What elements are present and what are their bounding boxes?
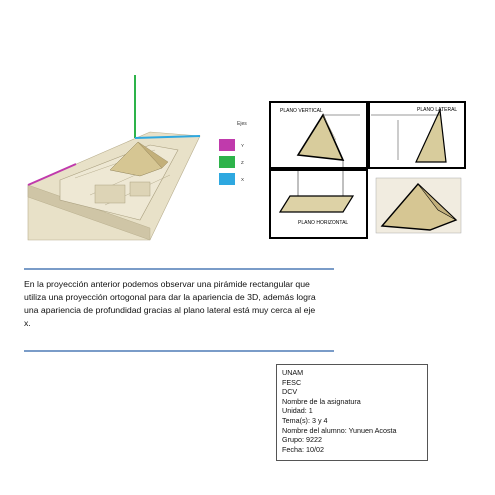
info-university: UNAM bbox=[282, 368, 304, 377]
info-date: Fecha: 10/02 bbox=[282, 444, 324, 454]
legend-label-y: Y bbox=[241, 143, 245, 148]
orthographic-views bbox=[268, 100, 468, 240]
description-text: En la proyección anterior podemos observar una pirámide rectangular que utiliza una proyección ortogonal para dar la apariencia de 3D, además logra una apariencia de profundidad gracias al plano lateral está muy cerca al eje x. bbox=[24, 279, 316, 328]
bottom-divider bbox=[24, 350, 334, 352]
horizontal-plane-pyramid bbox=[280, 196, 353, 212]
legend-swatch-x bbox=[219, 173, 235, 185]
info-group: Grupo: 9222 bbox=[282, 435, 322, 445]
info-faculty: FESC bbox=[282, 377, 302, 387]
legend-title: Ejes bbox=[237, 121, 247, 127]
info-student: Nombre del alumno: Yunuen Acosta bbox=[282, 425, 397, 435]
top-divider bbox=[24, 268, 334, 270]
legend-label-x: X bbox=[241, 177, 245, 182]
info-unit: Unidad: 1 bbox=[282, 406, 313, 416]
legend-swatch-z bbox=[219, 156, 235, 168]
info-topics: Tema(s): 3 y 4 bbox=[282, 415, 328, 425]
info-department: DCV bbox=[282, 387, 298, 397]
legend-swatch-y bbox=[219, 139, 235, 151]
vertical-plane-label: PLANO VERTICAL bbox=[280, 108, 323, 114]
legend-label-z: Z bbox=[241, 160, 244, 165]
info-box bbox=[276, 364, 428, 461]
lateral-plane-label: PLANO LATERAL bbox=[417, 107, 458, 113]
info-course: Nombre de la asignatura bbox=[282, 396, 361, 406]
horizontal-plane-label: PLANO HORIZONTAL bbox=[298, 220, 349, 226]
